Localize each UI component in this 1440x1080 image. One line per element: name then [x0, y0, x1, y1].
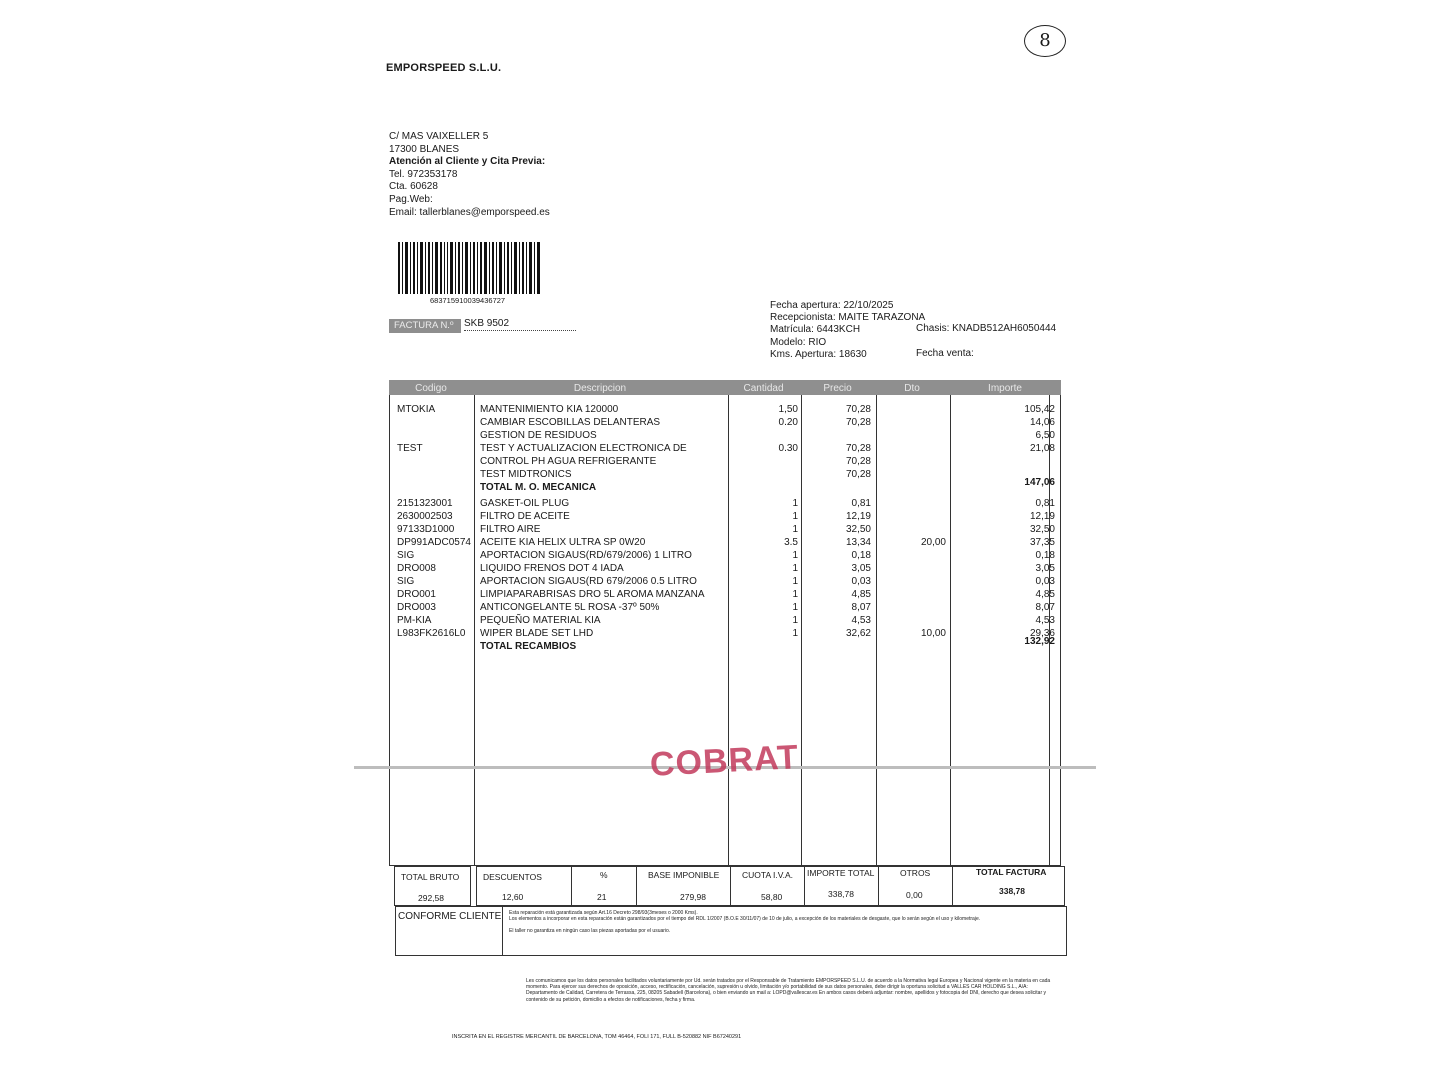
cell-importe: 32,50 [1029, 524, 1055, 535]
cell-descripcion: TOTAL M. O. MECANICA [480, 482, 597, 493]
invoice-number-label: FACTURA N.º [389, 319, 461, 333]
cell-cantidad: 1 [792, 628, 798, 639]
base-value: 279,98 [680, 892, 706, 902]
cell-importe: 0,81 [1035, 498, 1055, 509]
descuentos-value: 12,60 [502, 892, 524, 902]
cell-precio: 70,28 [845, 404, 871, 415]
cell-importe: 37,35 [1029, 537, 1055, 548]
otros-label: OTROS [900, 868, 931, 878]
cell-descripcion: APORTACION SIGAUS(RD 679/2006 0.5 LITRO [480, 576, 697, 587]
address-tel: Tel. 972353178 [389, 168, 458, 180]
cell-descripcion: GASKET-OIL PLUG [480, 498, 570, 509]
cell-importe: 4,53 [1035, 615, 1055, 626]
cell-precio: 70,28 [845, 469, 871, 480]
address-email: Email: tallerblanes@emporspeed.es [389, 206, 550, 218]
otros-value: 0,00 [906, 890, 923, 900]
header-cantidad: Cantidad [743, 383, 784, 394]
table-header [389, 380, 1061, 395]
address-cta: Cta. 60628 [389, 181, 438, 193]
barcode-number: 683715910039436727 [430, 296, 506, 305]
header-codigo: Codigo [415, 383, 447, 394]
customer-approval-box [395, 906, 1067, 956]
iva-value: 58,80 [761, 892, 783, 902]
cell-cantidad: 1 [792, 511, 798, 522]
pct-label: % [600, 870, 608, 880]
cell-descripcion: MANTENIMIENTO KIA 120000 [480, 404, 619, 415]
cell-importe: 0,18 [1035, 550, 1055, 561]
cell-cantidad: 0.30 [778, 443, 798, 454]
cell-importe: 147,06 [1024, 477, 1055, 488]
totals-row [394, 866, 1066, 910]
header-precio: Precio [823, 383, 852, 394]
chasis: Chasis: KNADB512AH6050444 [916, 323, 1057, 334]
cell-importe: 8,07 [1035, 602, 1055, 613]
cell-precio: 12,19 [845, 511, 871, 522]
importe-total-label: IMPORTE TOTAL [807, 868, 875, 878]
cell-codigo: MTOKIA [397, 404, 436, 415]
cell-cantidad: 0.20 [778, 417, 798, 428]
cell-importe: 4,85 [1035, 589, 1055, 600]
cell-importe: 12,19 [1029, 511, 1055, 522]
cell-codigo: PM-KIA [397, 615, 432, 626]
cell-descripcion: LIMPIAPARABRISAS DRO 5L AROMA MANZANA [480, 589, 705, 600]
warranty-text-2: Los elementos a incorporar en esta reparación están garantizados por el tiempo del RDL 1/2007 (B.O.E 30/11/07) de 10 de julio, a excepción de los materiales de desgaste, que lo serán según el uso y kilometraje. [509, 916, 981, 922]
fecha-venta: Fecha venta: [916, 348, 974, 359]
privacy-notice: Les comunicamos que los datos personales facilitados voluntariamente por Ud. serán tratados por el Responsable de Tratamiento EMPORSPEED S.L.U. de acuerdo a la Normativa legal Europea y Nacional vigente en la materia en cada momento. Para ejercer sus derechos de oposición, acceso, rectificación, cancelación, supresión u olvido, limitación y/o portabilidad de sus datos personales, debe dirigir la oportuna solicitud a VALLES CAR HOLDING S.L., A/A: Departamento de Calidad, Carretera de Terrassa, 225, 08205 Sabadell (Barcelona), o bien enviando un mail a: LOPD@vallescar.es En ambos casos deberá adjuntar: nombre, apellidos y fotocopia del DNI, derecho que desea solicitar y contenido de su petición, domicilio a efectos de notificaciones, fecha y firma. [526, 978, 1051, 1003]
cell-codigo: SIG [397, 550, 415, 561]
address-web: Pag.Web: [389, 193, 433, 205]
mercantile-registry: INSCRITA EN EL REGISTRE MERCANTIL DE BARCELONA, TOM 46464, FOLI 171, FULL B-520882 NIF B67240291 [452, 1034, 742, 1040]
cell-cantidad: 1 [792, 550, 798, 561]
cell-codigo: DRO008 [397, 563, 436, 574]
total-factura-label: TOTAL FACTURA [976, 867, 1047, 877]
cell-precio: 8,07 [851, 602, 871, 613]
cell-descripcion: ANTICONGELANTE 5L ROSA -37º 50% [480, 602, 660, 613]
cell-importe: 105,42 [1024, 404, 1055, 415]
cell-importe: 14,06 [1029, 417, 1055, 428]
modelo: Modelo: RIO [770, 337, 827, 348]
total-bruto-value: 292,58 [418, 893, 444, 903]
iva-label: CUOTA I.V.A. [742, 870, 794, 880]
cell-dto: 20,00 [920, 537, 946, 548]
total-bruto-label: TOTAL BRUTO [401, 872, 460, 882]
cell-descripcion: APORTACION SIGAUS(RD/679/2006) 1 LITRO [480, 550, 692, 561]
cell-precio: 0,03 [851, 576, 871, 587]
cell-importe: 21,08 [1029, 443, 1055, 454]
cell-importe: 0,03 [1035, 576, 1055, 587]
address-street: C/ MAS VAIXELLER 5 [389, 131, 489, 142]
pct-value: 21 [597, 892, 607, 902]
cell-codigo: 97133D1000 [397, 524, 455, 535]
cell-codigo: DRO003 [397, 602, 436, 613]
cell-descripcion: TOTAL RECAMBIOS [480, 641, 577, 652]
cell-codigo: DRO001 [397, 589, 436, 600]
cell-precio: 32,62 [845, 628, 871, 639]
conforme-label: CONFORME CLIENTE [398, 911, 502, 922]
cell-descripcion: PEQUEÑO MATERIAL KIA [480, 615, 601, 626]
page-marker: 8 [1024, 25, 1066, 57]
cell-codigo: SIG [397, 576, 415, 587]
barcode-image [398, 242, 540, 294]
cell-codigo: TEST [397, 443, 423, 454]
cell-precio: 13,34 [845, 537, 871, 548]
base-label: BASE IMPONIBLE [648, 870, 720, 880]
cell-precio: 70,28 [845, 417, 871, 428]
cell-precio: 3,05 [851, 563, 871, 574]
address-attention: Atención al Cliente y Cita Previa: [389, 156, 546, 168]
fecha-apertura: Fecha apertura: 22/10/2025 [770, 300, 894, 311]
cell-codigo: 2151323001 [397, 498, 453, 509]
cell-descripcion: TEST MIDTRONICS [480, 469, 572, 480]
header-importe: Importe [988, 383, 1022, 394]
cell-cantidad: 1 [792, 589, 798, 600]
paid-stamp: COBRAT [649, 738, 800, 784]
recepcionista: Recepcionista: MAITE TARAZONA [770, 312, 926, 323]
cell-descripcion: WIPER BLADE SET LHD [480, 628, 594, 639]
importe-total-value: 338,78 [828, 889, 854, 899]
cell-precio: 0,81 [851, 498, 871, 509]
cell-importe: 132,92 [1024, 636, 1055, 647]
cell-descripcion: CONTROL PH AGUA REFRIGERANTE [480, 456, 657, 467]
cell-cantidad: 1,50 [778, 404, 798, 415]
cell-precio: 70,28 [845, 456, 871, 467]
matricula: Matrícula: 6443KCH [770, 324, 861, 335]
header-descripcion: Descripcion [573, 383, 627, 394]
address-city: 17300 BLANES [389, 143, 460, 155]
kms-apertura: Kms. Apertura: 18630 [770, 349, 867, 360]
cell-descripcion: FILTRO AIRE [480, 524, 541, 535]
warranty-text-3: El taller no garantiza en ningún caso las piezas aportadas por el usuario. [509, 928, 671, 934]
cell-cantidad: 3.5 [784, 537, 798, 548]
cell-importe: 6,50 [1035, 430, 1055, 441]
cell-cantidad: 1 [792, 563, 798, 574]
cell-cantidad: 1 [792, 615, 798, 626]
cell-descripcion: FILTRO DE ACEITE [480, 511, 570, 522]
cell-cantidad: 1 [792, 602, 798, 613]
descuentos-label: DESCUENTOS [483, 872, 542, 882]
cell-cantidad: 1 [792, 524, 798, 535]
cell-precio: 4,85 [851, 589, 871, 600]
company-name: EMPORSPEED S.L.U. [386, 62, 502, 74]
cell-precio: 4,53 [851, 615, 871, 626]
cell-importe: 3,05 [1035, 563, 1055, 574]
cell-codigo: L983FK2616L0 [397, 628, 466, 639]
cell-cantidad: 1 [792, 498, 798, 509]
company-address [389, 131, 550, 219]
cell-dto: 10,00 [920, 628, 946, 639]
cell-cantidad: 1 [792, 576, 798, 587]
cell-descripcion: CAMBIAR ESCOBILLAS DELANTERAS [480, 417, 661, 428]
cell-codigo: DP991ADC0574 [397, 537, 471, 548]
invoice-number-value: SKB 9502 [464, 318, 576, 331]
cell-codigo: 2630002503 [397, 511, 453, 522]
cell-precio: 70,28 [845, 443, 871, 454]
warranty-text-1: Esta reparación está garantizada según Art.16 Decreto 298/93(3meses o 2000 Kms). [509, 910, 698, 916]
cell-precio: 32,50 [845, 524, 871, 535]
total-factura-value: 338,78 [999, 886, 1025, 896]
cell-precio: 0,18 [851, 550, 871, 561]
cell-importe: 29,36 [1029, 628, 1055, 639]
header-dto: Dto [904, 383, 920, 394]
cell-descripcion: LIQUIDO FRENOS DOT 4 IADA [480, 563, 624, 574]
cell-descripcion: TEST Y ACTUALIZACION ELECTRONICA DE [480, 443, 687, 454]
cell-descripcion: ACEITE KIA HELIX ULTRA SP 0W20 [480, 537, 646, 548]
cell-descripcion: GESTION DE RESIDUOS [480, 430, 597, 441]
